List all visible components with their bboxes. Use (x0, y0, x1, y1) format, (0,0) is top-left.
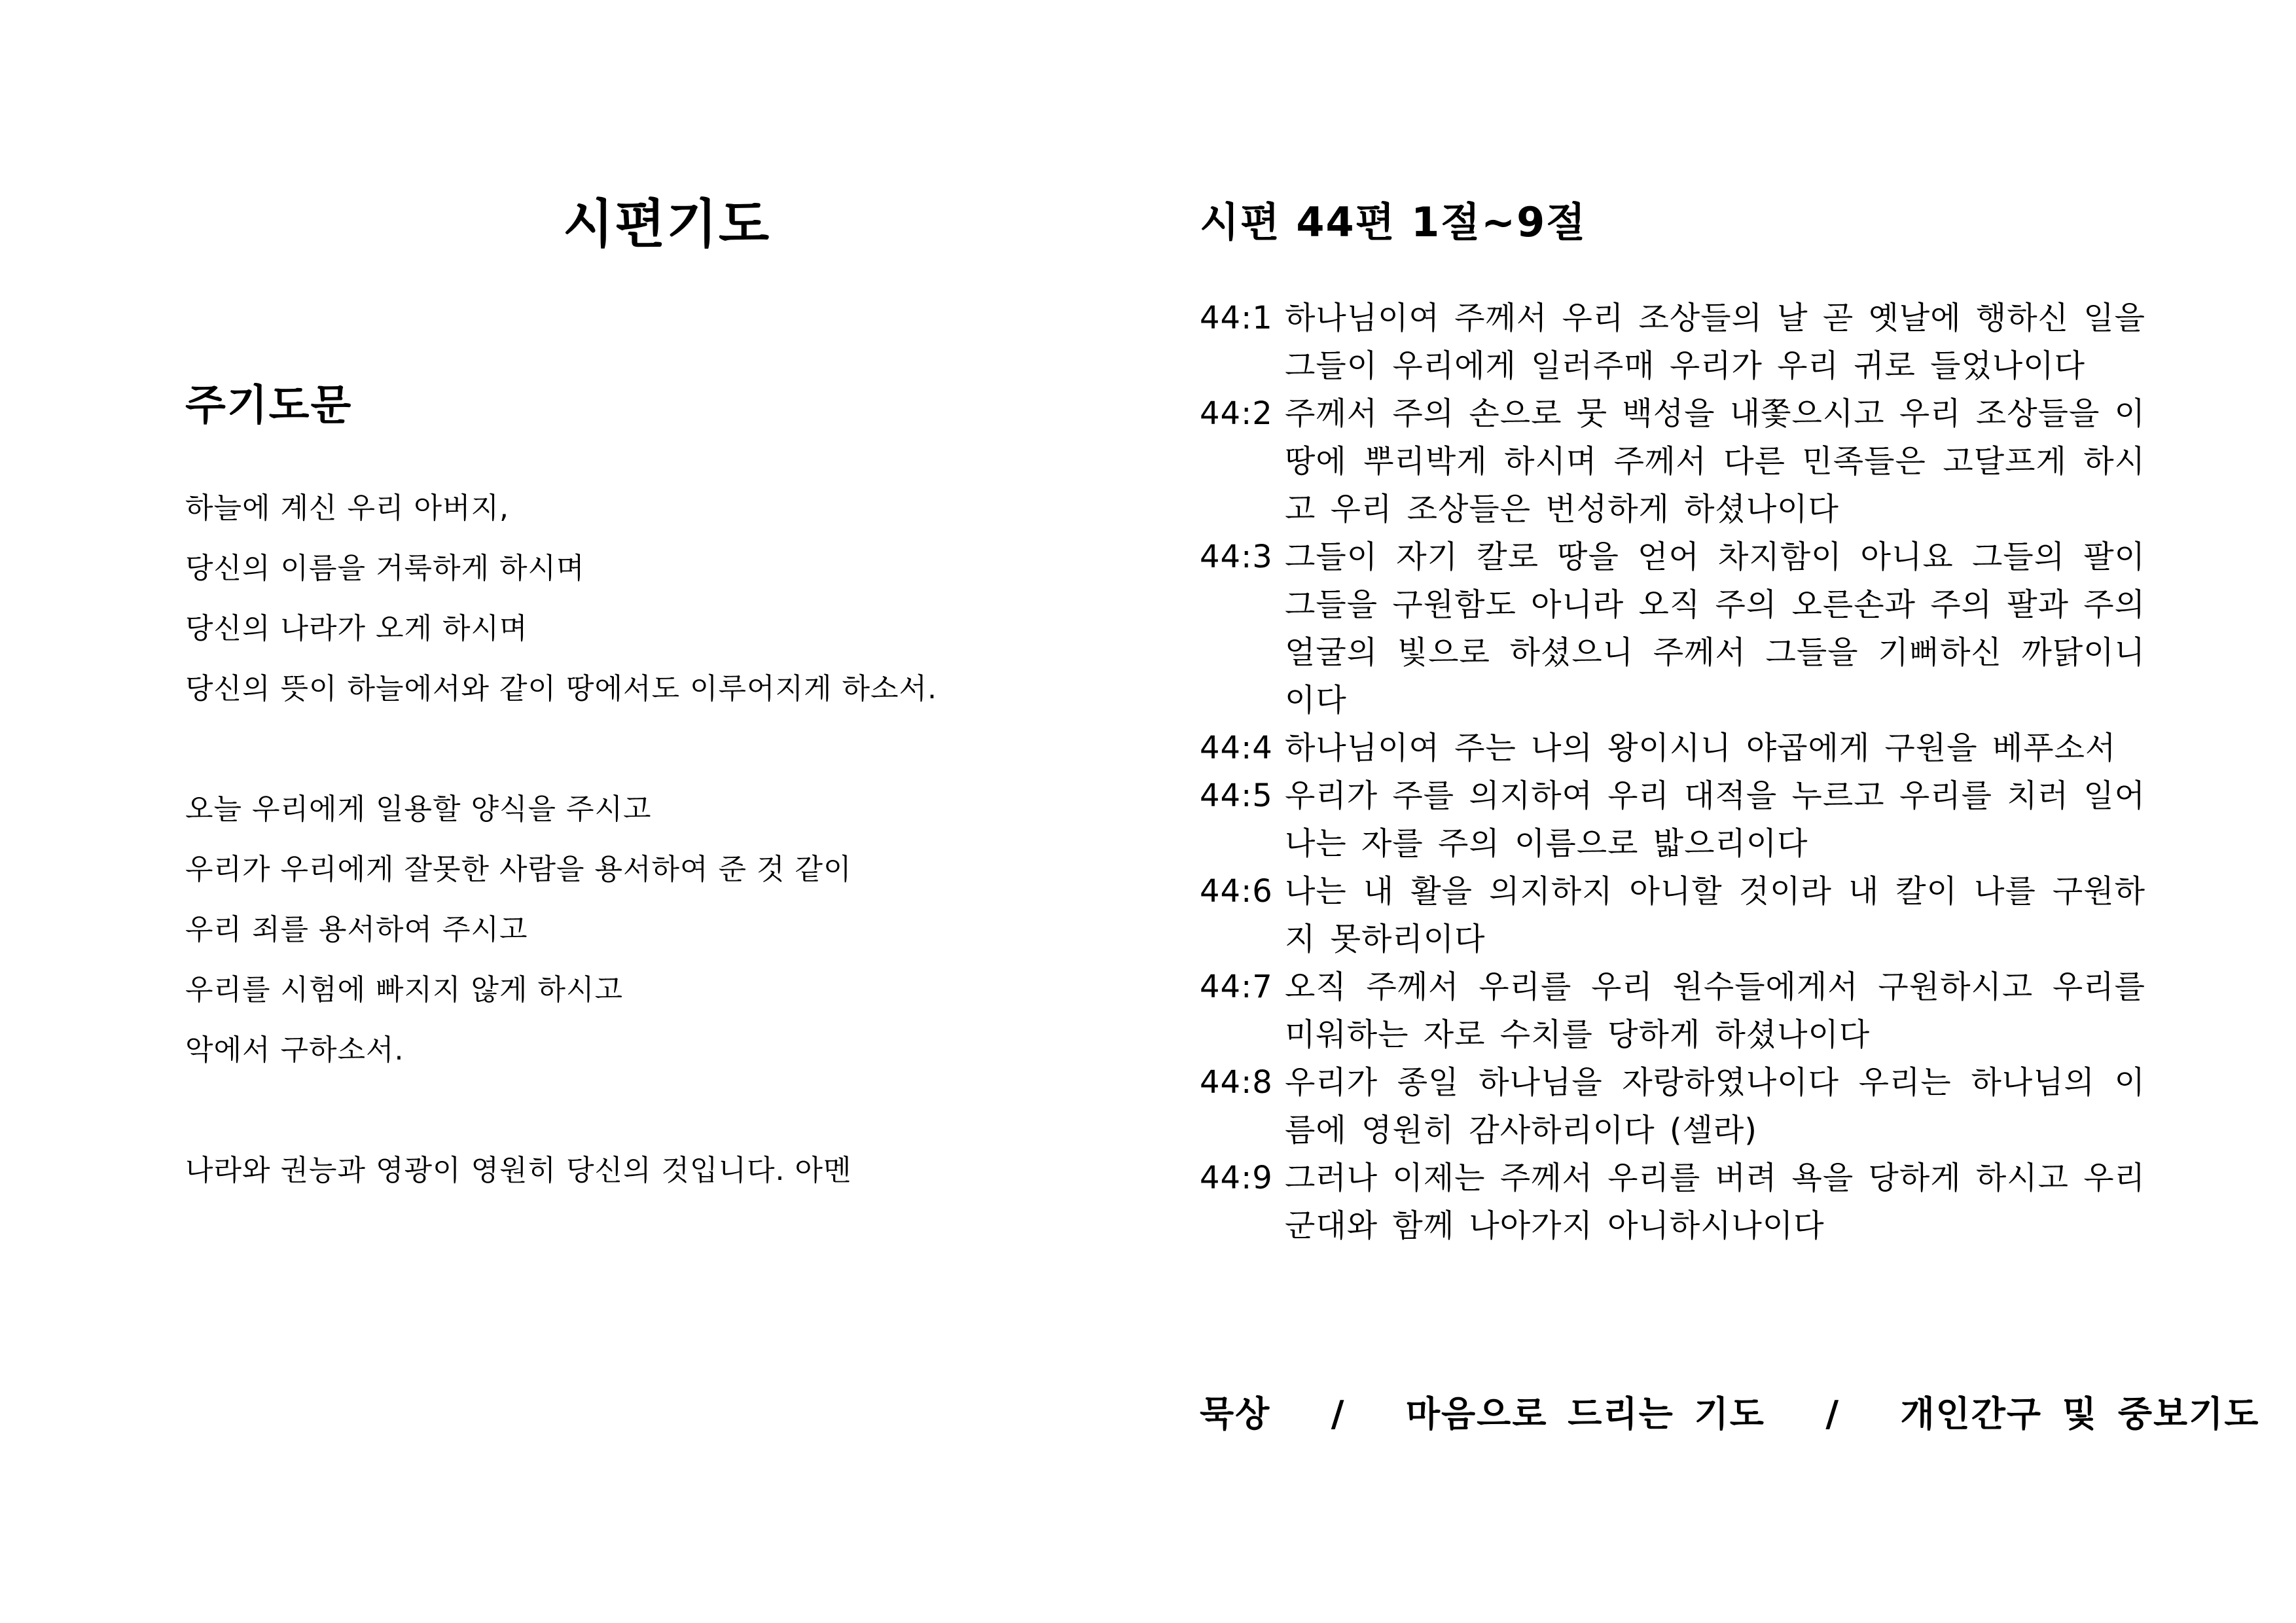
verse-number: 44:4 (1200, 730, 1273, 766)
prayer-line: 악에서 구하소서. (185, 1033, 404, 1067)
prayer-line: 당신의 나라가 오게 하시며 (185, 612, 528, 645)
prayer-line: 하늘에 계신 우리 아버지, (185, 491, 509, 525)
verse (1200, 294, 2145, 390)
page-title: 시편기도 (563, 194, 771, 255)
verse-number: 44:9 (1200, 1160, 1273, 1196)
verse-text: 나는 내 활을 의지하지 아니할 것이라 내 칼이 나를 구원하지 못하리이다 (1285, 873, 2145, 957)
verse (1200, 772, 2145, 868)
verse-text: 하나님이여 주는 나의 왕이시니 야곱에게 구원을 베푸소서 (1285, 730, 2117, 766)
verse (1200, 390, 2145, 533)
verse-number: 44:8 (1200, 1064, 1273, 1101)
verse-text: 그들이 자기 칼로 땅을 얻어 차지함이 아니요 그들의 팔이 그들을 구원함도 아니라 오직 주의 오른손과 주의 팔과 주의 얼굴의 빛으로 하셨으니 주께서 그들을 기뻐하신 까닭이니이다 (1285, 539, 2145, 719)
verse-number: 44:5 (1200, 777, 1273, 814)
prayer-line: 우리를 시험에 빠지지 않게 하시고 (185, 973, 623, 1007)
verse (1200, 724, 2145, 772)
prayer-line: 우리가 우리에게 잘못한 사람을 용서하여 준 것 같이 (185, 853, 852, 886)
prayer-line: 나라와 권능과 영광이 영원히 당신의 것입니다. 아멘 (185, 1154, 852, 1187)
verse (1200, 533, 2145, 724)
verse (1200, 1059, 2145, 1154)
verse-number: 44:1 (1200, 300, 1273, 336)
verse-text: 주께서 주의 손으로 뭇 백성을 내쫓으시고 우리 조상들을 이 땅에 뿌리박게 하시며 주께서 다른 민족들은 고달프게 하시고 우리 조상들은 번성하게 하셨나이다 (1285, 395, 2145, 527)
verse-text: 우리가 주를 의지하여 우리 대적을 누르고 우리를 치러 일어나는 자를 주의 이름으로 밟으리이다 (1285, 777, 2145, 862)
prayer-line: 오늘 우리에게 일용할 양식을 주시고 (185, 793, 652, 826)
verse-number: 44:3 (1200, 539, 1273, 575)
prayer-line: 당신의 이름을 거룩하게 하시며 (185, 552, 585, 585)
verse (1200, 868, 2145, 963)
prayer-line: 우리 죄를 용서하여 주시고 (185, 913, 528, 946)
meditation-footer: 묵상 / 마음으로 드리는 기도 / 개인간구 및 중보기도 (1200, 1393, 2260, 1435)
verse-number: 44:6 (1200, 873, 1273, 910)
psalm-heading: 시편 44편 1절~9절 (1200, 198, 1587, 246)
verse-text: 그러나 이제는 주께서 우리를 버려 욕을 당하게 하시고 우리 군대와 함께 나아가지 아니하시나이다 (1285, 1160, 2145, 1244)
verse-number: 44:7 (1200, 969, 1273, 1005)
verse-text: 우리가 종일 하나님을 자랑하였나이다 우리는 하나님의 이름에 영원히 감사하리이다 (셀라) (1285, 1064, 2145, 1149)
verse-text: 오직 주께서 우리를 우리 원수들에게서 구원하시고 우리를 미워하는 자로 수치를 당하게 하셨나이다 (1285, 969, 2145, 1053)
verse-text: 하나님이여 주께서 우리 조상들의 날 곧 옛날에 행하신 일을 그들이 우리에게 일러주매 우리가 우리 귀로 들었나이다 (1285, 300, 2145, 384)
verse-number: 44:2 (1200, 395, 1273, 432)
prayer-line: 당신의 뜻이 하늘에서와 같이 땅에서도 이루어지게 하소서. (185, 672, 937, 705)
verse (1200, 963, 2145, 1059)
lords-prayer-heading: 주기도문 (185, 382, 353, 430)
verse (1200, 1154, 2145, 1250)
